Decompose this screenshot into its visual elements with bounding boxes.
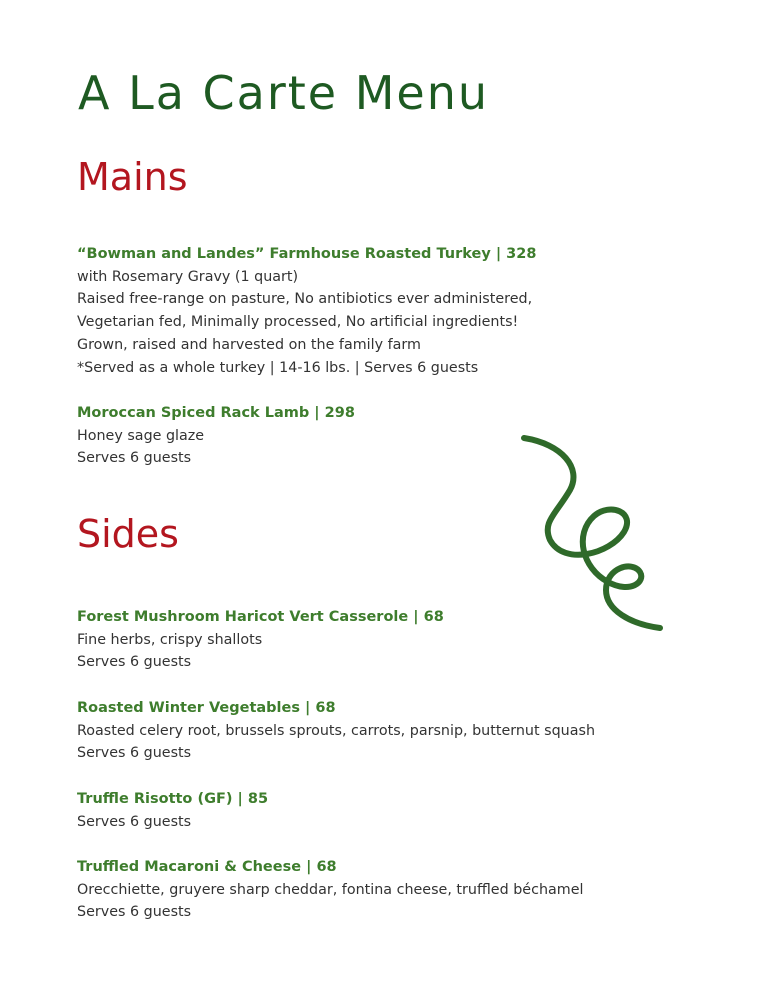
item-description: Serves 6 guests — [77, 450, 192, 467]
item-name: Moroccan Spiced Rack Lamb | 298 — [77, 405, 355, 421]
menu-item-turkey — [77, 243, 677, 379]
menu-item-winter-vegetables — [77, 697, 677, 765]
item-description: Roasted celery root, brussels sprouts, carrots, parsnip, butternut squash — [77, 722, 596, 739]
item-description: Serves 6 guests — [77, 813, 192, 830]
item-name: “Bowman and Landes” Farmhouse Roasted Turkey | 328 — [77, 246, 537, 262]
item-description: Vegetarian fed, Minimally processed, No artificial ingredients! — [77, 314, 519, 331]
item-description: Fine herbs, crispy shallots — [77, 631, 263, 648]
section-title-mains: Mains — [77, 155, 188, 199]
item-name: Truffled Macaroni & Cheese | 68 — [77, 859, 337, 875]
page-title: A La Carte Menu — [78, 66, 490, 120]
item-description: with Rosemary Gravy (1 quart) — [77, 268, 299, 285]
item-description: Serves 6 guests — [77, 654, 192, 671]
item-description: *Served as a whole turkey | 14-16 lbs. | Serves 6 guests — [77, 359, 479, 376]
item-description: Grown, raised and harvested on the family farm — [77, 336, 421, 353]
item-description: Honey sage glaze — [77, 427, 205, 444]
item-name: Roasted Winter Vegetables | 68 — [77, 700, 336, 716]
item-name: Truffle Risotto (GF) | 85 — [77, 791, 269, 807]
menu-item-macaroni-cheese — [77, 856, 677, 924]
item-name: Forest Mushroom Haricot Vert Casserole | 68 — [77, 609, 444, 625]
green-swirl-decoration — [512, 428, 672, 638]
item-description: Orecchiette, gruyere sharp cheddar, fontina cheese, truffled béchamel — [77, 881, 584, 898]
section-title-sides: Sides — [77, 512, 179, 556]
item-description: Serves 6 guests — [77, 904, 192, 921]
item-description: Serves 6 guests — [77, 745, 192, 762]
item-description: Raised free-range on pasture, No antibiotics ever administered, — [77, 291, 533, 308]
menu-item-truffle-risotto — [77, 788, 677, 833]
